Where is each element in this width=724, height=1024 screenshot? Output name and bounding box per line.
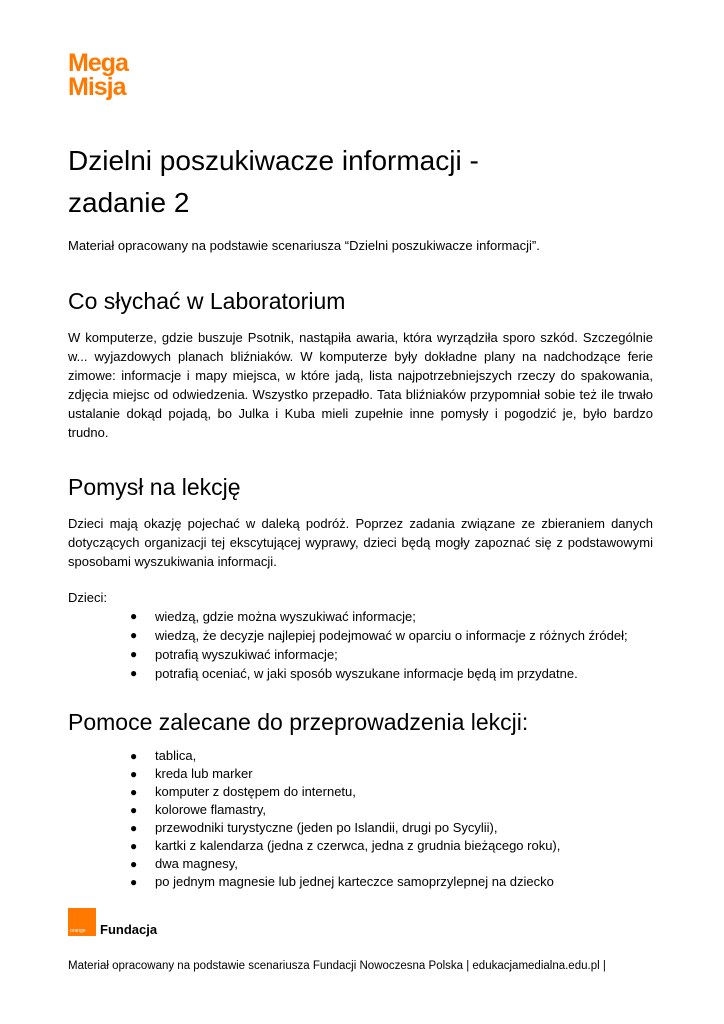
section-laboratorium (68, 286, 653, 442)
bullet-icon: ● (130, 803, 138, 817)
bullet-icon: ● (130, 628, 138, 642)
page-subtitle: Materiał opracowany na podstawie scenariusza “Dzielni poszukiwacze informacji”. (68, 238, 540, 253)
list-item (130, 747, 653, 765)
bullet-icon: ● (130, 749, 138, 763)
list-item-text: wiedzą, gdzie można wyszukiwać informacje; (155, 609, 416, 624)
list-item (130, 765, 653, 783)
bullet-icon: ● (130, 785, 138, 799)
orange-brand-icon (68, 908, 96, 936)
section-pomoce (68, 707, 653, 891)
list-item-text: tablica, (155, 748, 197, 763)
list-item (130, 873, 653, 891)
fundacja-orange-logo (68, 908, 157, 936)
bullet-icon: ● (130, 609, 138, 623)
list-item (130, 837, 653, 855)
list-item-text: kolorowe flamastry, (155, 802, 267, 817)
section-text-laboratorium: W komputerze, gdzie buszuje Psotnik, nastąpiła awaria, która wyrządziła sporo szkód. Szczególnie w... wyjazdowych planach bliźniaków. W komputerze były dokładne plany na nadchodzące ferie zimowe: informacje i mapy miejsca, w które jadą, lista najpotrzebniejszych rzeczy do spakowania, zdjęcia miejsc od odwiedzenia. Wszystko przepadło. Tata bliźniaków przypomniał sobie też ile trwało ustalanie dokąd pojadą, bo Julka i Kuba mieli zupełnie inne pomysły i pogodzić je, było bardzo trudno. (68, 330, 653, 440)
list-item (130, 626, 653, 645)
list-item-text: po jednym magnesie lub jednej karteczce samoprzylepnej na dziecko (155, 874, 554, 889)
list-item (130, 801, 653, 819)
bullet-icon: ● (130, 839, 138, 853)
bullet-icon: ● (130, 821, 138, 835)
bullet-icon: ● (130, 666, 138, 680)
bullet-icon: ● (130, 647, 138, 661)
list-item-text: kreda lub marker (155, 766, 253, 781)
bullet-icon: ● (130, 767, 138, 781)
page-title (68, 140, 653, 224)
section-heading-laboratorium: Co słychać w Laboratorium (68, 288, 346, 314)
page-footer: Materiał opracowany na podstawie scenariusza Fundacji Nowoczesna Polska | edukacjamedialna.edu.pl | (68, 960, 606, 972)
kids-label: Dzieci: (68, 590, 108, 605)
list-item (130, 855, 653, 873)
list-item-text: dwa magnesy, (155, 856, 238, 871)
document-content (68, 140, 653, 891)
section-heading-pomoce: Pomoce zalecane do przeprowadzenia lekcji: (68, 709, 529, 735)
logo-line-2: Misja (68, 73, 126, 101)
foundation-name: Fundacja (100, 922, 158, 937)
list-item-text: przewodniki turystyczne (jeden po Islandii, drugi po Sycylii), (155, 820, 498, 835)
list-item-text: wiedzą, że decyzje najlepiej podejmować w oparciu o informacje z różnych źródeł; (155, 628, 628, 643)
list-item (130, 783, 653, 801)
list-item-text: komputer z dostępem do internetu, (155, 784, 356, 799)
section-heading-pomysl: Pomysł na lekcję (68, 474, 241, 500)
section-pomysl (68, 472, 653, 683)
section-text-pomysl: Dzieci mają okazję pojechać w daleką podróż. Poprzez zadania związane ze zbieraniem danych dotyczących organizacji tej ekscytującej wyprawy, dzieci będą mogły zapoznać się z podstawowymi sposobami wyszukiwania informacji. (68, 516, 653, 569)
list-item (130, 819, 653, 837)
list-item (130, 607, 653, 626)
page-title-line-1: Dzielni poszukiwacze informacji - (68, 145, 479, 176)
kids-outcomes-list (130, 607, 653, 683)
list-item (130, 645, 653, 664)
logo-line-1: Mega (68, 49, 128, 77)
materials-list (130, 747, 653, 891)
list-item-text: potrafią oceniać, w jaki sposób wyszukane informacje będą im przydatne. (155, 666, 578, 681)
orange-brand-text: orange (70, 928, 86, 934)
page-title-line-2: zadanie 2 (68, 187, 190, 218)
bullet-icon: ● (130, 857, 138, 871)
list-item-text: potrafią wyszukiwać informacje; (155, 647, 338, 662)
list-item-text: kartki z kalendarza (jedna z czerwca, jedna z grudnia bieżącego roku), (155, 838, 561, 853)
list-item (130, 664, 653, 683)
bullet-icon: ● (130, 875, 138, 889)
megamisja-logo (68, 51, 128, 99)
